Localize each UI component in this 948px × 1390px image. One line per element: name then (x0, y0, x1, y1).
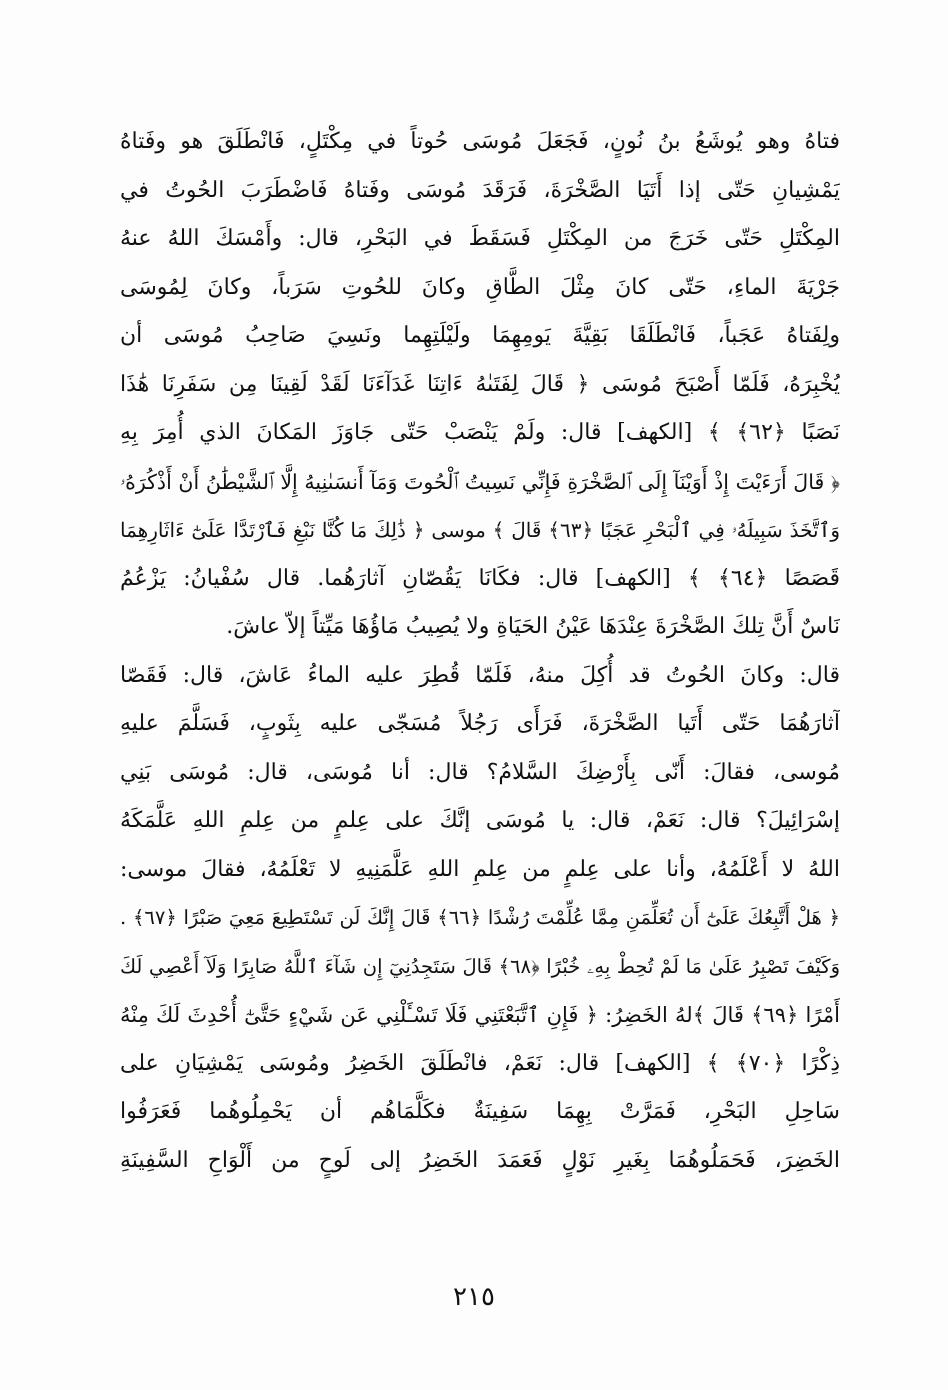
text-line: ولِفَتاهُ عَجَباً، فَانْطَلَقَا بَقِيَّةَ يَومِهِمَا ولَيْلَتِهِما ونَسِيَ صَاحِبُ مُوسَى أن (120, 323, 840, 348)
quran-verse-line: أَمْرًا ﴿٦٩﴾ قَالَ ﴾لهُ الخَضِرُ: ﴿ فَإِنِ ٱتَّبَعْتَنِي فَلَا تَسْـَٔلْنِي عَن شَيْءٍ حَتَّىٰٓ أُحْدِثَ لَكَ مِنْهُ (120, 1003, 840, 1027)
text-line: قال: وكانَ الحُوتُ قد أُكِلَ منهُ، فَلَمّا قُطِرَ عليه الماءُ عَاشَ، قال: فَقَصّا (120, 662, 840, 688)
text-line: نَاسٌ أَنَّ تِلكَ الصَّخْرَةَ عِنْدَهَا عَيْنُ الحَيَاةِ ولا يُصِيبُ مَاؤُهَا مَيِّتاً إلاّ عاشَ. (226, 614, 840, 639)
text-line: ذِكْرًا ﴿٧٠﴾ ﴾ [الكهف] قال: نَعَمْ، فانْطَلَقَ الخَضِرُ ومُوسَى يَمْشِيَانِ على (120, 1050, 840, 1076)
quran-verse-line: ﴿ قَالَ أَرَءَيْتَ إِذْ أَوَيْنَآ إِلَى ٱلصَّخْرَةِ فَإِنِّي نَسِيتُ ٱلْحُوتَ وَمَآ أَنسَىٰنِيهُ إِلَّا ٱلشَّيْطَٰنُ أَنْ أَذْكُرَهُۥ (120, 469, 840, 494)
page-number: ٢١٥ (453, 1282, 495, 1312)
text-line: يَمْشِيانِ حَتّى إذا أَتَيَا الصَّخْرَةَ، فَرَقَدَ مُوسَى وفَتاهُ فَاضْطَرَبَ الحُوتُ في (120, 177, 840, 203)
quran-verse-line: ﴿ هَلْ أَتَّبِعُكَ عَلَىٰٓ أَن تُعَلِّمَنِ مِمَّا عُلِّمْتَ رُشْدًا ﴿٦٦﴾ قَالَ إِنَّكَ لَن تَسْتَطِيعَ مَعِيَ صَبْرًا ﴿٦٧﴾ . (120, 906, 840, 929)
text-line: آثارَهُمَا حَتّى أَتَيا الصَّخْرَةَ، فَرَأَى رَجُلاً مُسَجّى عليه بِثَوبٍ، فَسَلَّمَ عليهِ (120, 711, 840, 736)
quran-verse-line: وَٱتَّخَذَ سَبِيلَهُۥ فِي ٱلْبَحْرِ عَجَبًا ﴿٦٣﴾ قَالَ ﴾ موسى ﴿ ذَٰلِكَ مَا كُنَّا نَبْغِ فَٱرْتَدَّا عَلَىٰٓ ءَاثَارِهِمَا (120, 518, 840, 542)
quran-verse-line: وَكَيْفَ تَصْبِرُ عَلَىٰ مَا لَمْ تُحِطْ بِهِۦ خُبْرًا ﴿٦٨﴾ قَالَ سَتَجِدُنِيٓ إِن شَآءَ ٱللَّهُ صَابِرًا وَلَآ أَعْصِي لَكَ (120, 954, 840, 978)
text-line: جَرْيَةَ الماءِ، حَتّى كانَ مِثْلَ الطَّاقِ وكانَ للحُوتِ سَرَباً، وكانَ لِمُوسَى (120, 274, 840, 300)
text-line: قَصَصًا ﴿٦٤﴾ ﴾ [الكهف] قال: فكَانَا يَقُصّانِ آثارَهُما. قال سُفْيانُ: يَزْعُمُ (120, 565, 840, 591)
text-line: المِكْتَلِ حَتّى خَرَجَ من المِكْتَلِ فَسَقَطَ في البَحْرِ، قال: وأَمْسَكَ اللهُ عنهُ (120, 226, 840, 251)
text-line: اللهُ لا أَعْلَمُهُ، وأنا على عِلمٍ من عِلمِ اللهِ عَلَّمَنِيهِ لا تَعْلَمُهُ، فقالَ موسى: (120, 856, 840, 882)
text-line: فتاهُ وهو يُوشَعُ بنُ نُونٍ، فَجَعَلَ مُوسَى حُوتاً في مِكْتَلٍ، فَانْطَلَقَ هو وفَتاهُ (120, 129, 840, 154)
text-line: يُخْبِرَهُ، فَلَمّا أَصْبَحَ مُوسَى ﴿ قَالَ لِفَتَىٰهُ ءَاتِنَا غَدَآءَنَا لَقَدْ لَقِينَا مِن سَفَرِنَا هَٰذَا (120, 371, 840, 397)
text-line: نَصَبًا ﴿٦٢﴾ ﴾ [الكهف] قال: ولَمْ يَنْصَبْ حَتّى جَاوَزَ المَكانَ الذي أُمِرَ بِهِ (120, 420, 840, 445)
text-line: سَاحِلِ البَحْرِ، فَمَرَّتْ بِهِمَا سَفِينَةٌ فكَلَّمَاهُم أن يَحْمِلُوهُما فَعَرَفُوا (120, 1099, 840, 1124)
body-text (120, 118, 840, 1185)
text-line: إسْرَائِيلَ؟ قال: نَعَمْ، قال: يا مُوسَى إنَّكَ على عِلمٍ من عِلمِ اللهِ عَلَّمَكَهُ (120, 808, 840, 833)
text-line: مُوسى، فقالَ: أَنّى بِأَرْضِكَ السَّلامُ؟ قال: أنا مُوسَى، قال: مُوسَى بَنِي (120, 759, 840, 785)
text-line: الخَضِرَ، فَحَمَلُوهُمَا بِغَيرِ نَوْلٍ فَعَمَدَ الخَضِرُ إلى لَوحٍ من أَلْوَاحِ السَّفِينَةِ (120, 1147, 840, 1173)
